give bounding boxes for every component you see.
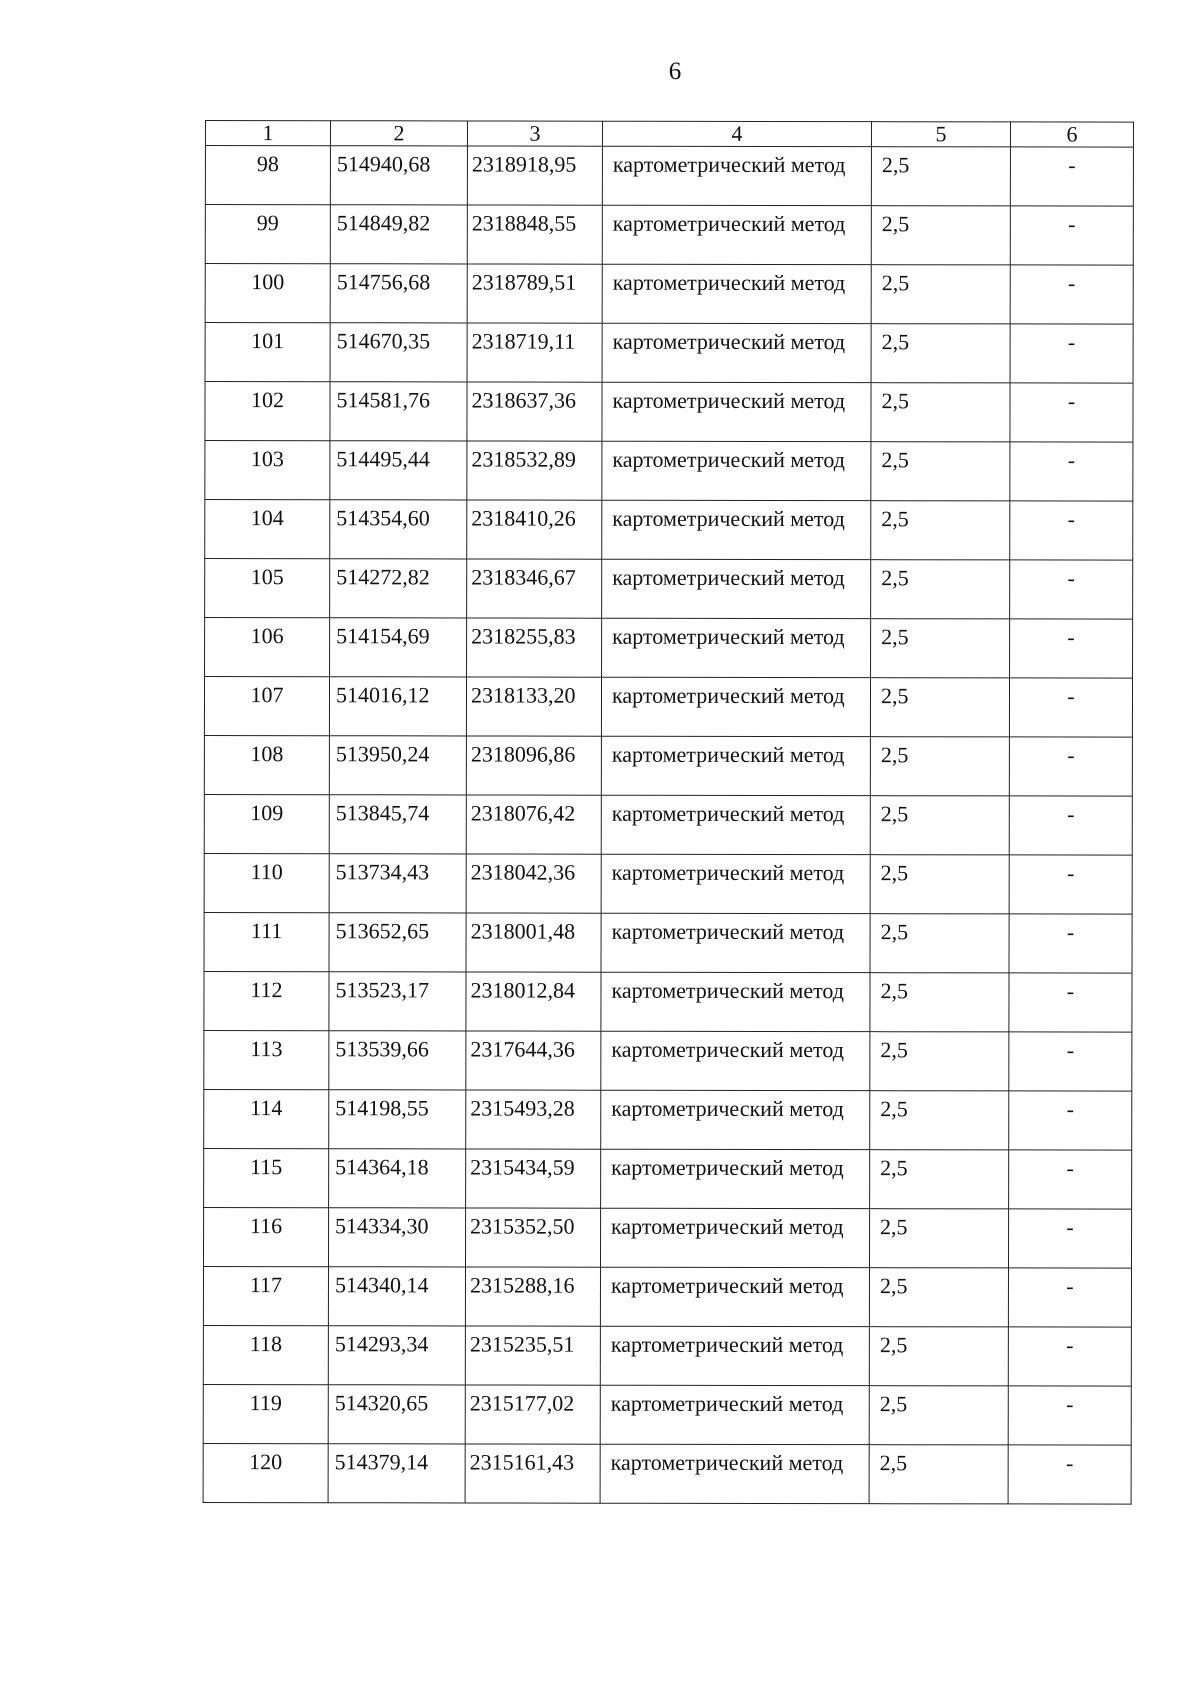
table-row — [204, 794, 1132, 855]
y-coordinate-cell: 2318076,42 — [466, 795, 601, 854]
description-cell: - — [1010, 147, 1133, 206]
table-row — [204, 912, 1132, 973]
method-cell: картометрический метод — [600, 1267, 869, 1326]
description-cell: - — [1009, 796, 1132, 855]
x-coordinate-cell: 514154,69 — [330, 618, 467, 677]
point-number-cell: 104 — [205, 500, 330, 559]
y-coordinate-cell: 2315352,50 — [465, 1208, 600, 1267]
method-cell: картометрический метод — [601, 913, 870, 972]
point-number-cell: 116 — [203, 1207, 328, 1266]
x-coordinate-cell: 514293,34 — [328, 1326, 465, 1385]
error-cell: 2,5 — [871, 619, 1010, 678]
y-coordinate-cell: 2318001,48 — [466, 913, 601, 972]
error-cell: 2,5 — [871, 383, 1010, 442]
error-cell: 2,5 — [869, 1327, 1008, 1386]
method-cell: картометрический метод — [601, 677, 870, 736]
method-cell: картометрический метод — [600, 1208, 869, 1267]
point-number-cell: 100 — [205, 264, 330, 323]
description-cell: - — [1009, 737, 1132, 796]
y-coordinate-cell: 2318410,26 — [467, 500, 602, 559]
method-cell: картометрический метод — [601, 854, 870, 913]
error-cell: 2,5 — [871, 560, 1010, 619]
description-cell: - — [1010, 265, 1133, 324]
point-number-cell: 105 — [205, 559, 330, 618]
table-row — [204, 1089, 1132, 1150]
method-cell: картометрический метод — [601, 972, 870, 1031]
table-row — [204, 735, 1132, 796]
error-cell: 2,5 — [871, 206, 1010, 265]
description-cell: - — [1009, 973, 1132, 1032]
error-cell: 2,5 — [870, 796, 1009, 855]
x-coordinate-cell: 514379,14 — [328, 1444, 465, 1503]
y-coordinate-cell: 2315177,02 — [465, 1385, 600, 1444]
error-cell: 2,5 — [870, 914, 1009, 973]
error-cell: 2,5 — [870, 1150, 1009, 1209]
y-coordinate-cell: 2318346,67 — [467, 559, 602, 618]
column-header-1: 1 — [205, 121, 330, 146]
x-coordinate-cell: 514354,60 — [330, 500, 467, 559]
description-cell: - — [1008, 1209, 1131, 1268]
x-coordinate-cell: 514334,30 — [328, 1208, 465, 1267]
point-number-cell: 106 — [205, 618, 330, 677]
x-coordinate-cell: 514670,35 — [330, 323, 467, 382]
x-coordinate-cell: 514364,18 — [329, 1149, 466, 1208]
x-coordinate-cell: 514849,82 — [330, 205, 467, 264]
y-coordinate-cell: 2315235,51 — [465, 1326, 600, 1385]
method-cell: картометрический метод — [602, 559, 871, 618]
error-cell: 2,5 — [870, 973, 1009, 1032]
point-number-cell: 107 — [204, 677, 329, 736]
error-cell: 2,5 — [870, 1032, 1009, 1091]
method-cell: картометрический метод — [600, 1444, 869, 1503]
table-row — [205, 441, 1133, 502]
x-coordinate-cell: 514340,14 — [328, 1267, 465, 1326]
description-cell: - — [1009, 1032, 1132, 1091]
method-cell: картометрический метод — [602, 382, 871, 441]
x-coordinate-cell: 513539,66 — [329, 1031, 466, 1090]
point-number-cell: 119 — [203, 1384, 328, 1443]
point-number-cell: 114 — [204, 1089, 329, 1148]
method-cell: картометрический метод — [601, 1090, 870, 1149]
y-coordinate-cell: 2318042,36 — [466, 854, 601, 913]
method-cell: картометрический метод — [602, 618, 871, 677]
y-coordinate-cell: 2315288,16 — [465, 1267, 600, 1326]
method-cell: картометрический метод — [602, 500, 871, 559]
y-coordinate-cell: 2317644,36 — [466, 1031, 601, 1090]
table-header — [205, 121, 1133, 148]
x-coordinate-cell: 514940,68 — [330, 146, 467, 205]
point-number-cell: 111 — [204, 912, 329, 971]
x-coordinate-cell: 514198,55 — [329, 1090, 466, 1149]
error-cell: 2,5 — [870, 1091, 1009, 1150]
x-coordinate-cell: 514320,65 — [328, 1385, 465, 1444]
table-row — [205, 323, 1133, 384]
column-header-2: 2 — [330, 121, 467, 146]
description-cell: - — [1008, 1386, 1131, 1445]
description-cell: - — [1010, 619, 1133, 678]
error-cell: 2,5 — [869, 1445, 1008, 1504]
table-row — [205, 382, 1133, 443]
table-row — [204, 971, 1132, 1032]
y-coordinate-cell: 2318918,95 — [467, 146, 602, 205]
point-number-cell: 113 — [204, 1030, 329, 1089]
description-cell: - — [1008, 1445, 1131, 1504]
point-number-cell: 102 — [205, 382, 330, 441]
point-number-cell: 118 — [203, 1325, 328, 1384]
description-cell: - — [1009, 855, 1132, 914]
table-row — [204, 1148, 1132, 1209]
x-coordinate-cell: 514756,68 — [330, 264, 467, 323]
method-cell: картометрический метод — [601, 1031, 870, 1090]
x-coordinate-cell: 514272,82 — [330, 559, 467, 618]
table-body — [203, 146, 1133, 1505]
table-row — [204, 1030, 1132, 1091]
y-coordinate-cell: 2318637,36 — [467, 382, 602, 441]
description-cell: - — [1010, 560, 1133, 619]
error-cell: 2,5 — [869, 1209, 1008, 1268]
column-header-4: 4 — [602, 121, 871, 146]
error-cell: 2,5 — [870, 737, 1009, 796]
x-coordinate-cell: 514581,76 — [330, 382, 467, 441]
table-row — [205, 146, 1133, 207]
page-number: 6 — [668, 58, 682, 85]
description-cell: - — [1010, 383, 1133, 442]
point-number-cell: 115 — [204, 1148, 329, 1207]
error-cell: 2,5 — [871, 265, 1010, 324]
method-cell: картометрический метод — [601, 795, 870, 854]
table-row — [204, 853, 1132, 914]
table-row — [205, 559, 1133, 620]
column-header-3: 3 — [467, 121, 602, 146]
method-cell: картометрический метод — [602, 264, 871, 323]
x-coordinate-cell: 513950,24 — [329, 736, 466, 795]
column-header-6: 6 — [1010, 122, 1133, 147]
error-cell: 2,5 — [871, 324, 1010, 383]
column-header-5: 5 — [871, 122, 1010, 147]
table-row — [205, 618, 1133, 679]
error-cell: 2,5 — [869, 1386, 1008, 1445]
table-row — [205, 205, 1133, 266]
x-coordinate-cell: 513845,74 — [329, 795, 466, 854]
table-row — [203, 1207, 1131, 1268]
y-coordinate-cell: 2318848,55 — [467, 205, 602, 264]
y-coordinate-cell: 2315161,43 — [465, 1444, 600, 1503]
table-row — [205, 264, 1133, 325]
error-cell: 2,5 — [871, 147, 1010, 206]
description-cell: - — [1008, 1268, 1131, 1327]
method-cell: картометрический метод — [602, 441, 871, 500]
method-cell: картометрический метод — [602, 146, 871, 205]
description-cell: - — [1010, 206, 1133, 265]
table-row — [203, 1325, 1131, 1386]
point-number-cell: 120 — [203, 1443, 328, 1502]
table-row — [203, 1384, 1131, 1445]
point-number-cell: 99 — [205, 205, 330, 264]
description-cell: - — [1009, 678, 1132, 737]
y-coordinate-cell: 2318532,89 — [467, 441, 602, 500]
y-coordinate-cell: 2315493,28 — [466, 1090, 601, 1149]
description-cell: - — [1010, 442, 1133, 501]
method-cell: картометрический метод — [602, 323, 871, 382]
table-row — [205, 500, 1133, 561]
method-cell: картометрический метод — [601, 736, 870, 795]
description-cell: - — [1010, 324, 1133, 383]
error-cell: 2,5 — [869, 1268, 1008, 1327]
y-coordinate-cell: 2315434,59 — [466, 1149, 601, 1208]
y-coordinate-cell: 2318255,83 — [467, 618, 602, 677]
method-cell: картометрический метод — [601, 1149, 870, 1208]
error-cell: 2,5 — [870, 855, 1009, 914]
method-cell: картометрический метод — [602, 205, 871, 264]
method-cell: картометрический метод — [600, 1385, 869, 1444]
point-number-cell: 103 — [205, 441, 330, 500]
y-coordinate-cell: 2318096,86 — [466, 736, 601, 795]
x-coordinate-cell: 514016,12 — [329, 677, 466, 736]
x-coordinate-cell: 514495,44 — [330, 441, 467, 500]
point-number-cell: 101 — [205, 323, 330, 382]
method-cell: картометрический метод — [600, 1326, 869, 1385]
point-number-cell: 108 — [204, 735, 329, 794]
error-cell: 2,5 — [871, 442, 1010, 501]
header-row — [205, 121, 1133, 148]
y-coordinate-cell: 2318789,51 — [467, 264, 602, 323]
description-cell: - — [1009, 914, 1132, 973]
description-cell: - — [1010, 501, 1133, 560]
point-number-cell: 117 — [203, 1266, 328, 1325]
table-row — [203, 1443, 1131, 1504]
x-coordinate-cell: 513523,17 — [329, 972, 466, 1031]
point-number-cell: 109 — [204, 794, 329, 853]
description-cell: - — [1008, 1327, 1131, 1386]
error-cell: 2,5 — [870, 678, 1009, 737]
y-coordinate-cell: 2318719,11 — [467, 323, 602, 382]
point-number-cell: 98 — [205, 146, 330, 205]
description-cell: - — [1009, 1091, 1132, 1150]
point-number-cell: 110 — [204, 853, 329, 912]
table-row — [203, 1266, 1131, 1327]
x-coordinate-cell: 513652,65 — [329, 913, 466, 972]
y-coordinate-cell: 2318133,20 — [466, 677, 601, 736]
description-cell: - — [1009, 1150, 1132, 1209]
table-row — [204, 677, 1132, 738]
x-coordinate-cell: 513734,43 — [329, 854, 466, 913]
error-cell: 2,5 — [871, 501, 1010, 560]
point-number-cell: 112 — [204, 971, 329, 1030]
coordinates-table — [203, 120, 1134, 1505]
y-coordinate-cell: 2318012,84 — [466, 972, 601, 1031]
